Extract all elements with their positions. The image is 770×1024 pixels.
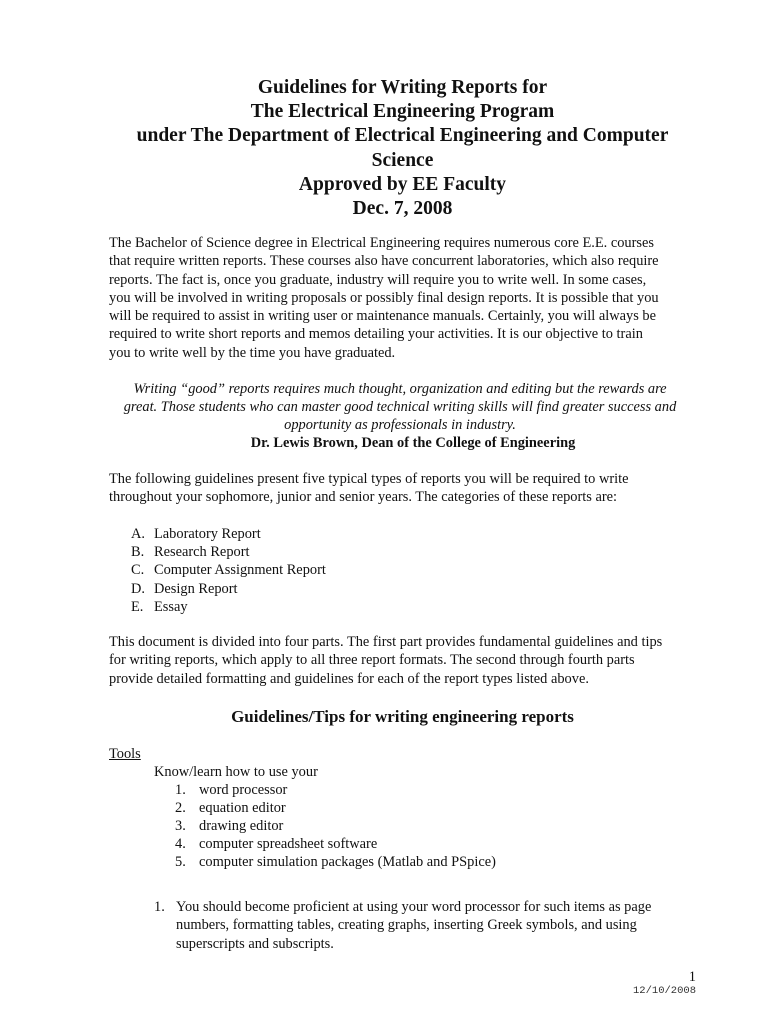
text-line: will be required to assist in writing user or maintenance manuals. Certainly, you will always be <box>109 308 656 325</box>
title-line: Guidelines for Writing Reports for <box>257 77 548 98</box>
text-line: for writing reports, which apply to all three report formats. The second through fourth parts <box>109 652 635 669</box>
list-item <box>175 835 496 853</box>
list-item-label: computer simulation packages (Matlab and PSpice) <box>199 854 496 871</box>
text-line: provide detailed formatting and guidelines for each of the report types listed above. <box>109 670 589 687</box>
text-line: This document is divided into four parts. The first part provides fundamental guidelines and tips <box>109 634 663 650</box>
tools-intro: Know/learn how to use your <box>154 764 318 780</box>
list-marker: 1. <box>175 782 186 798</box>
structure-paragraph <box>109 633 709 688</box>
list-item <box>131 525 326 543</box>
quote-attribution: Dr. Lewis Brown, Dean of the College of Engineering <box>250 435 576 451</box>
text-line: required to write short reports and memos detailing your activities. It is our objective to train <box>109 326 643 343</box>
title-line: Dec. 7, 2008 <box>352 198 453 220</box>
categories-intro-paragraph <box>109 470 709 507</box>
list-marker: E. <box>131 598 144 615</box>
list-marker: 2. <box>175 800 186 817</box>
list-item <box>131 543 326 561</box>
text-line: you to write well by the time you have graduated. <box>109 344 396 361</box>
list-item-label: Design Report <box>154 580 238 597</box>
report-types-list <box>131 525 326 616</box>
list-item-label: computer spreadsheet software <box>199 836 378 853</box>
list-item <box>175 799 496 817</box>
list-marker: 4. <box>175 836 186 853</box>
list-item-label: Computer Assignment Report <box>154 562 326 579</box>
title-line: Approved by EE Faculty <box>298 173 507 195</box>
tools-list <box>175 781 496 871</box>
text-line: that require written reports. These courses also have concurrent laboratories, which also require <box>109 253 659 270</box>
footer-date: 12/10/2008 <box>632 985 696 997</box>
intro-paragraph <box>109 234 709 362</box>
list-item-label: equation editor <box>199 800 286 817</box>
guideline-point <box>154 898 714 953</box>
list-item <box>175 853 496 871</box>
list-item-label: Research Report <box>154 544 250 561</box>
quote-line: Writing “good” reports requires much thought, organization and editing but the rewards are <box>133 381 667 397</box>
text-line: The Bachelor of Science degree in Electrical Engineering requires numerous core E.E. courses <box>109 235 655 251</box>
list-item-label: Laboratory Report <box>154 526 261 542</box>
list-marker: 1. <box>154 899 165 915</box>
list-item-label: drawing editor <box>199 818 284 835</box>
quote-line: opportunity as professionals in industry. <box>284 416 516 433</box>
list-item <box>131 598 326 616</box>
page-number: 1 <box>688 969 696 985</box>
list-item <box>131 561 326 579</box>
tools-heading: Tools <box>109 746 141 762</box>
list-item <box>175 817 496 835</box>
list-marker: C. <box>131 562 145 579</box>
list-item <box>131 580 326 598</box>
title-line: under The Department of Electrical Engineering and Computer <box>136 125 669 147</box>
text-line: throughout your sophomore, junior and senior years. The categories of these reports are: <box>109 489 618 506</box>
list-item-label: word processor <box>199 782 288 798</box>
list-marker: B. <box>131 544 145 561</box>
list-marker: 3. <box>175 818 186 835</box>
list-marker: A. <box>131 526 145 542</box>
quote-block <box>100 381 700 434</box>
text-line: numbers, formatting tables, creating graphs, inserting Greek symbols, and using <box>176 917 637 934</box>
text-line: you will be involved in writing proposals or possibly final design reports. It is possible that you <box>109 289 659 306</box>
text-line: You should become proficient at using your word processor for such items as page <box>176 899 652 915</box>
text-line: reports. The fact is, once you graduate, industry will require you to write well. In some cases, <box>109 271 647 288</box>
section-heading: Guidelines/Tips for writing engineering reports <box>231 707 574 726</box>
list-item <box>175 781 496 799</box>
quote-line: great. Those students who can master good technical writing skills will find greater success and <box>123 398 677 415</box>
text-line: superscripts and subscripts. <box>176 935 334 952</box>
text-line: The following guidelines present five typical types of reports you will be required to write <box>109 471 629 487</box>
guideline-text <box>176 898 651 953</box>
list-marker: D. <box>131 580 145 597</box>
document-title <box>110 76 695 221</box>
title-line: Science <box>371 149 434 171</box>
title-line: The Electrical Engineering Program <box>250 101 555 123</box>
list-marker: 5. <box>175 854 186 871</box>
list-item-label: Essay <box>154 598 188 615</box>
